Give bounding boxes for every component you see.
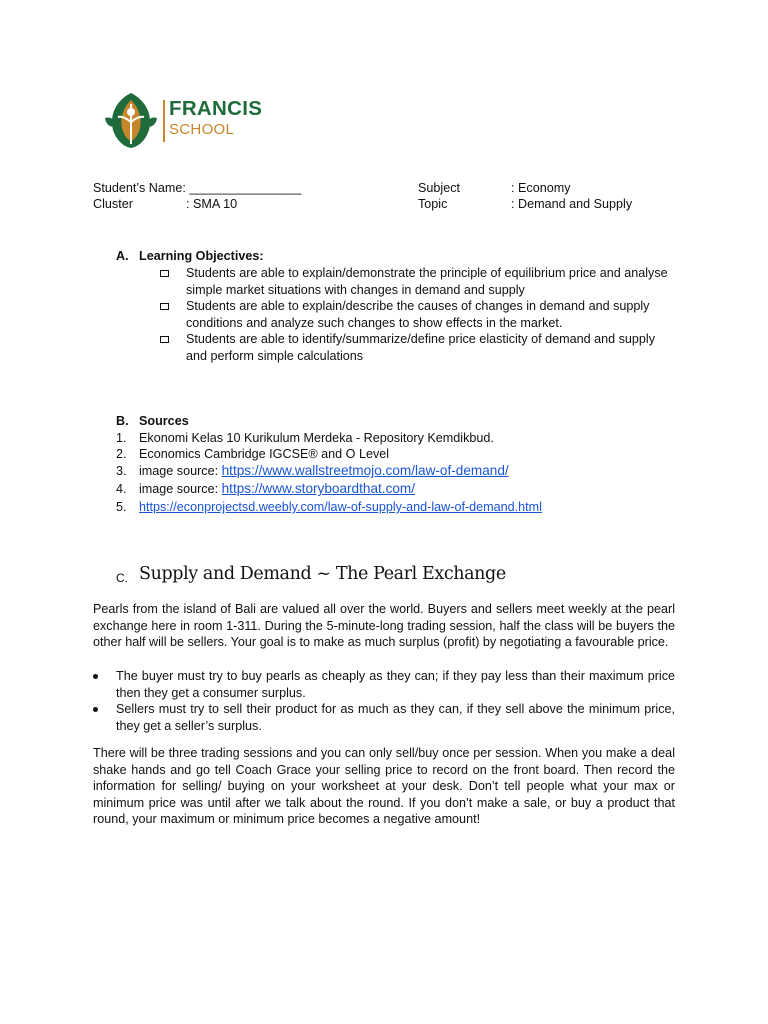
closing-paragraph: There will be three trading sessions and you can only sell/buy once per session. When you make a deal shake hands and go tell Coach Grace your selling price to record on the front board. Then record the information for selling/ buying on your worksheet at your desk. Don’t tell people what your max or minimum price was until after we talk about the round. If you don’t make a sale, or buy a product that round, your maximum or minimum price becomes a negative amount!: [93, 746, 675, 826]
source-number: 3.: [116, 464, 127, 478]
bullet-text: The buyer must try to buy pearls as cheaply as they can; if they pay less than their maximum price then they get a consumer surplus.: [116, 669, 675, 700]
subject-label: Subject: [418, 181, 461, 195]
section-a-letter: A.: [116, 249, 129, 263]
subject-value: : Economy: [511, 181, 571, 195]
source-text: image source:: [139, 464, 222, 478]
logo-name-line2: SCHOOL: [169, 121, 235, 138]
square-bullet-icon: [160, 336, 169, 343]
source-link[interactable]: https://www.storyboardthat.com/: [221, 481, 416, 496]
school-logo: [101, 88, 271, 152]
section-b-letter: B.: [116, 414, 129, 428]
source-item: [116, 430, 494, 446]
bullet-dot-icon: [93, 674, 98, 679]
section-c-letter: C.: [116, 571, 128, 585]
student-name-label: Student’s Name: ________________: [93, 181, 302, 195]
cluster-value: : SMA 10: [186, 197, 238, 211]
source-item: [116, 481, 415, 497]
source-link[interactable]: https://econprojectsd.weebly.com/law-of-supply-and-law-of-demand.html: [139, 500, 542, 514]
source-number: 5.: [116, 500, 127, 514]
logo-divider: [163, 100, 165, 142]
source-item: [116, 463, 509, 479]
source-number: 4.: [116, 482, 127, 496]
bullet-text: Sellers must try to sell their product for as much as they can, if they sell above the minimum price, they get a seller’s surplus.: [116, 702, 675, 733]
leaf-emblem-icon: [101, 90, 161, 150]
objective-text: Students are able to explain/describe the causes of changes in demand and supply conditions and analyze such changes to show effects in the market.: [186, 299, 650, 330]
topic-value: : Demand and Supply: [511, 197, 633, 211]
section-a-title: Learning Objectives:: [139, 249, 264, 263]
source-text: Economics Cambridge IGCSE® and O Level: [139, 447, 390, 461]
logo-name-line1: FRANCIS: [169, 97, 263, 120]
topic-label: Topic: [418, 197, 448, 211]
square-bullet-icon: [160, 303, 169, 310]
intro-paragraph: Pearls from the island of Bali are valued all over the world. Buyers and sellers meet weekly at the pearl exchange here in room 1-311. During the 5-minute-long trading session, half the class will be buyers the other half will be sellers. Your goal is to make as much surplus (profit) by negotiating a favourable price.: [93, 602, 675, 649]
cluster-label: Cluster: [93, 197, 133, 211]
source-text: image source:: [139, 482, 222, 496]
section-c-title: Supply and Demand ~ The Pearl Exchange: [139, 564, 506, 584]
source-number: 1.: [116, 431, 127, 445]
source-number: 2.: [116, 447, 127, 461]
source-link[interactable]: https://www.wallstreetmojo.com/law-of-demand/: [221, 463, 509, 478]
objective-text: Students are able to explain/demonstrate the principle of equilibrium price and analyse simple market situations with changes in demand and supply: [186, 266, 668, 297]
source-item: [116, 499, 542, 515]
objective-text: Students are able to identify/summarize/define price elasticity of demand and supply and perform simple calculations: [186, 332, 656, 363]
source-item: [116, 446, 389, 462]
source-text: Ekonomi Kelas 10 Kurikulum Merdeka - Repository Kemdikbud.: [139, 431, 494, 445]
bullet-dot-icon: [93, 707, 98, 712]
square-bullet-icon: [160, 270, 169, 277]
section-b-title: Sources: [139, 414, 189, 428]
